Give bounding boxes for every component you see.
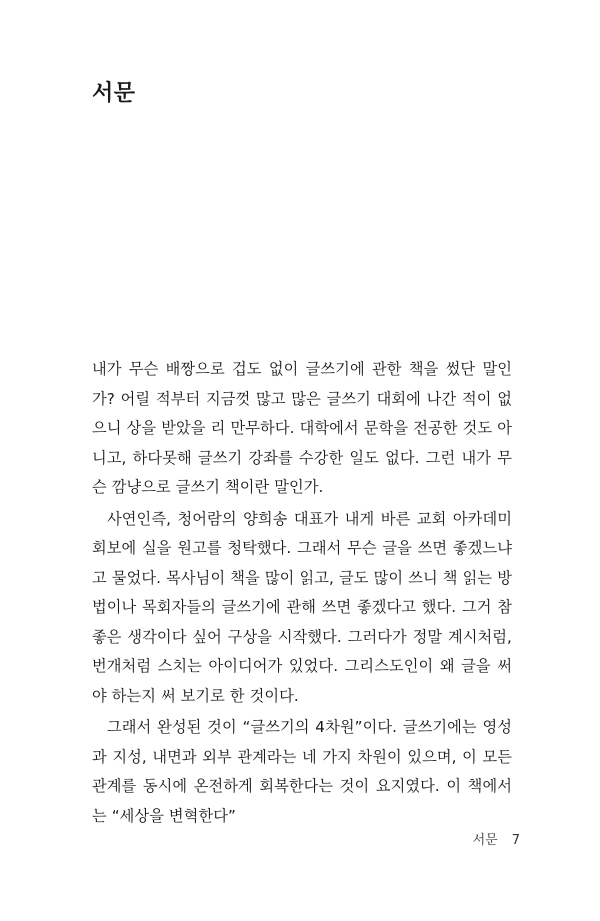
chapter-title: 서문: [92, 81, 136, 106]
running-title: 서문: [472, 833, 498, 848]
page-footer: [473, 832, 520, 850]
body-text: [92, 355, 512, 831]
paragraph-3: 그래서 완성된 것이 “글쓰기의 4차원”이다. 글쓰기에는 영성과 지성, 내면과 외부 관계라는 네 가지 차원이 있으며, 이 모든 관계를 동시에 온전하게 회복한다는 것이 요지였다. 이 책에서는 “세상을 변혁한다”: [92, 718, 512, 825]
paragraph-1: 내가 무슨 배짱으로 겁도 없이 글쓰기에 관한 책을 썼단 말인가? 어릴 적부터 지금껏 많고 많은 글쓰기 대회에 나간 적이 없으니 상을 받았을 리 만무하다. 대학에서 문학을 전공한 것도 아니고, 하다못해 글쓰기 강좌를 수강한 일도 없다. 그런 내가 무슨 깜냥으로 글쓰기 책이란 말인가.: [92, 360, 512, 496]
page-number: 7: [511, 833, 520, 848]
paragraph-2: 사연인즉, 청어람의 양희송 대표가 내게 바른 교회 아카데미 회보에 실을 원고를 청탁했다. 그래서 무슨 글을 쓰면 좋겠느냐고 물었다. 목사님이 책을 많이 읽고, 글도 많이 쓰니 책 읽는 방법이나 목회자들의 글쓰기에 관해 쓰면 좋겠다고 했다. 그거 참 좋은 생각이다 싶어 구상을 시작했다. 그러다가 정말 계시처럼, 번개처럼 스치는 아이디어가 있었다. 그리스도인이 왜 글을 써야 하는지 써 보기로 한 것이다.: [92, 509, 512, 705]
